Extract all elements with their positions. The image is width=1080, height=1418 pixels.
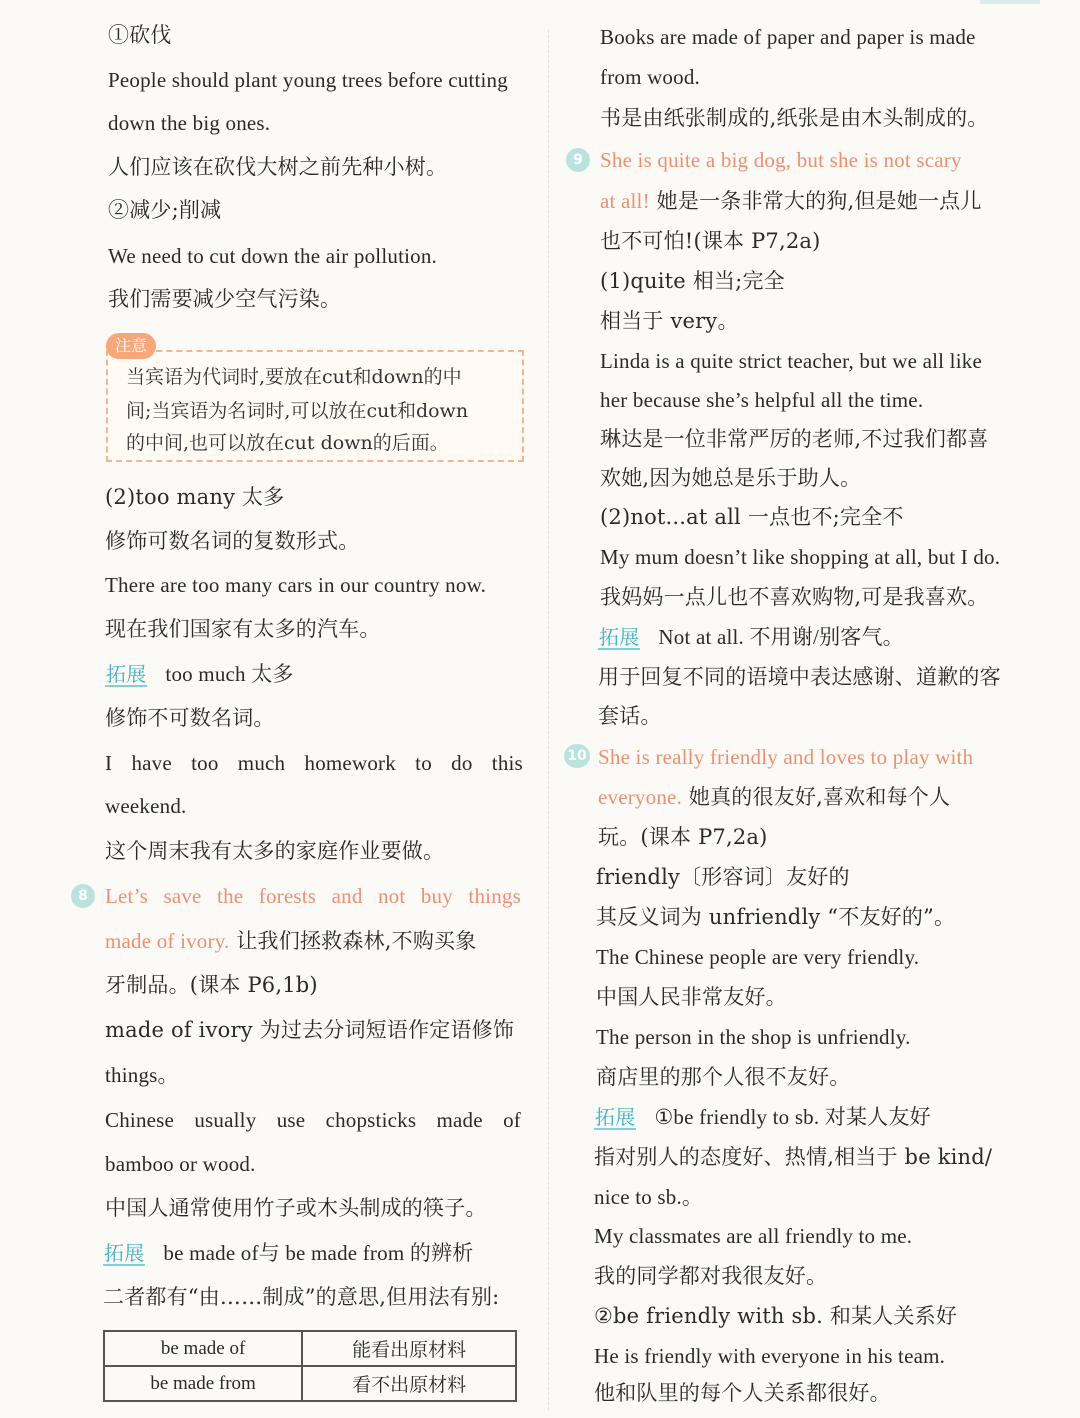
extension-tag: 拓展 xyxy=(599,625,640,649)
table-row xyxy=(104,1331,516,1366)
word: have xyxy=(131,751,172,775)
explanation-cont: 套话。 xyxy=(598,704,662,728)
comparison-table xyxy=(103,1330,517,1402)
word: Let’s xyxy=(105,884,148,908)
example-en: We need to cut down the air pollution. xyxy=(108,244,437,268)
word: much xyxy=(237,751,286,775)
item-number-badge: 8 xyxy=(71,884,95,908)
extension-text: Not at all. 不用谢/别客气。 xyxy=(658,625,904,649)
extension-line xyxy=(598,622,904,652)
explanation: 其反义词为 unfriendly “不友好的”。 xyxy=(596,905,956,929)
word: save xyxy=(163,884,202,908)
example-en: Linda is a quite strict teacher, but we all like xyxy=(600,349,982,373)
phrase-heading: ②be friendly with sb. 和某人关系好 xyxy=(594,1304,958,1328)
example-zh: 书是由纸张制成的,纸张是由木头制成的。 xyxy=(600,106,989,130)
extension-line xyxy=(103,1238,473,1268)
example-en-cont: from wood. xyxy=(600,65,700,89)
example-en-justified xyxy=(105,1105,521,1135)
explanation: 相当于 very。 xyxy=(600,309,739,333)
word: things xyxy=(468,884,521,908)
example-zh: 琳达是一位非常严厉的老师,不过我们都喜 xyxy=(600,427,989,451)
extension-text: ①be friendly to sb. 对某人友好 xyxy=(654,1105,931,1129)
example-zh: 中国人民非常友好。 xyxy=(596,985,787,1009)
extension-tag: 拓展 xyxy=(106,662,147,686)
example-zh: 我们需要减少空气污染。 xyxy=(108,287,342,311)
example-en: My mum doesn’t like shopping at all, but I do. xyxy=(600,545,1001,569)
explanation: 修饰可数名词的复数形式。 xyxy=(105,529,360,553)
key-sentence-zh-cont: 牙制品。(课本 P6,1b) xyxy=(105,973,318,997)
word: forests xyxy=(258,884,317,908)
explanation-cont: things。 xyxy=(105,1063,179,1087)
example-zh: 商店里的那个人很不友好。 xyxy=(596,1065,851,1089)
key-sentence-cont xyxy=(598,782,950,812)
note-text: 当宾语为代词时,要放在cut和down的中 xyxy=(126,366,462,388)
example-en-text: Books are made of paper and paper is made xyxy=(600,25,976,49)
word: of xyxy=(503,1108,521,1132)
explanation: 修饰不可数名词。 xyxy=(105,706,275,730)
example-en: People should plant young trees before cutting xyxy=(108,68,508,92)
note-text: 的中间,也可以放在cut down的后面。 xyxy=(126,432,449,454)
word-definition: friendly〔形容词〕友好的 xyxy=(596,865,850,889)
key-sentence-en-end: everyone. xyxy=(598,785,683,809)
phrase-heading: (2)too many 太多 xyxy=(105,485,285,509)
extension-text: too much 太多 xyxy=(165,662,294,686)
example-zh: 人们应该在砍伐大树之前先种小树。 xyxy=(108,155,448,179)
key-sentence-zh-cont: 玩。(课本 P7,2a) xyxy=(598,825,768,849)
word: do xyxy=(451,751,473,775)
item-number-badge: 9 xyxy=(566,148,590,172)
word: made xyxy=(436,1108,483,1132)
key-sentence-en: She is really friendly and loves to play with xyxy=(598,745,974,769)
example-zh: 现在我们国家有太多的汽车。 xyxy=(105,617,381,641)
example-zh: 这个周末我有太多的家庭作业要做。 xyxy=(105,839,445,863)
extension-line xyxy=(105,659,294,689)
sense-heading-2: ②减少;削减 xyxy=(108,198,222,222)
key-sentence-zh: 让我们拯救森林,不购买象 xyxy=(229,929,477,953)
word: buy xyxy=(420,884,453,908)
key-sentence-en-end: at all! xyxy=(600,189,650,213)
word: I xyxy=(105,751,113,775)
example-en-cont: bamboo or wood. xyxy=(105,1152,256,1176)
example-en-justified xyxy=(105,748,523,778)
word: this xyxy=(491,751,523,775)
example-en-cont: weekend. xyxy=(105,794,187,818)
word: the xyxy=(217,884,244,908)
word: Chinese xyxy=(105,1108,175,1132)
example-en-cont: her because she’s helpful all the time. xyxy=(600,388,924,412)
example-en: My classmates are all friendly to me. xyxy=(594,1224,913,1248)
page-corner-decoration xyxy=(980,0,1040,4)
example-en: The Chinese people are very friendly. xyxy=(596,945,920,969)
example-en xyxy=(600,22,1017,52)
word: usually xyxy=(194,1108,257,1132)
key-sentence-cont xyxy=(600,186,982,216)
example-zh: 他和队里的每个人关系都很好。 xyxy=(594,1381,891,1405)
extension-text: be made of与 be made from 的辨析 xyxy=(163,1241,474,1265)
table-row xyxy=(104,1366,516,1401)
note-text: 间;当宾语为名词时,可以放在cut和down xyxy=(126,400,469,422)
key-sentence-zh-cont: 也不可怕!(课本 P7,2a) xyxy=(600,229,821,253)
example-en-cont: down the big ones. xyxy=(108,111,271,135)
example-zh: 我的同学都对我很友好。 xyxy=(594,1264,828,1288)
word: and xyxy=(331,884,363,908)
item-number-badge: 10 xyxy=(564,744,590,768)
explanation: made of ivory 为过去分词短语作定语修饰 xyxy=(105,1018,515,1042)
key-sentence-zh: 她真的很友好,喜欢和每个人 xyxy=(682,785,951,809)
table-cell: 能看出原材料 xyxy=(302,1331,516,1366)
table-cell: be made of xyxy=(104,1331,302,1366)
word: chopsticks xyxy=(325,1108,417,1132)
example-en: He is friendly with everyone in his team. xyxy=(594,1344,946,1368)
example-zh-cont: 欢她,因为她总是乐于助人。 xyxy=(600,466,862,490)
phrase-heading: (2)not...at all 一点也不;完全不 xyxy=(600,505,904,529)
example-zh: 中国人通常使用竹子或木头制成的筷子。 xyxy=(105,1196,487,1220)
explanation: 用于回复不同的语境中表达感谢、道歉的客 xyxy=(598,665,1001,689)
word: not xyxy=(377,884,406,908)
word: to xyxy=(415,751,432,775)
example-en: The person in the shop is unfriendly. xyxy=(596,1025,911,1049)
explanation: 二者都有“由……制成”的意思,但用法有别: xyxy=(103,1285,500,1309)
extension-tag: 拓展 xyxy=(595,1105,636,1129)
key-sentence-en-end: made of ivory. xyxy=(105,929,230,953)
note-box xyxy=(106,350,524,462)
key-sentence-zh: 她是一条非常大的狗,但是她一点儿 xyxy=(649,189,982,213)
extension-tag: 拓展 xyxy=(104,1241,145,1265)
word: homework xyxy=(304,751,396,775)
example-en: There are too many cars in our country now. xyxy=(105,573,487,597)
key-sentence-en: She is quite a big dog, but she is not scary xyxy=(600,148,962,172)
table-cell: be made from xyxy=(104,1366,302,1401)
phrase-heading: (1)quite 相当;完全 xyxy=(600,269,785,293)
column-divider xyxy=(548,30,549,1410)
explanation: 指对别人的态度好、热情,相当于 be kind/ xyxy=(594,1145,993,1169)
explanation-cont: nice to sb.。 xyxy=(594,1185,704,1209)
word: too xyxy=(191,751,219,775)
table-cell: 看不出原材料 xyxy=(302,1366,516,1401)
key-sentence-en xyxy=(105,881,521,911)
note-label-badge: 注意 xyxy=(106,333,156,359)
example-zh: 我妈妈一点儿也不喜欢购物,可是我喜欢。 xyxy=(600,585,989,609)
sense-heading-1: ①砍伐 xyxy=(108,23,172,47)
key-sentence-cont xyxy=(105,926,476,956)
word: use xyxy=(276,1108,306,1132)
extension-line xyxy=(594,1102,931,1132)
